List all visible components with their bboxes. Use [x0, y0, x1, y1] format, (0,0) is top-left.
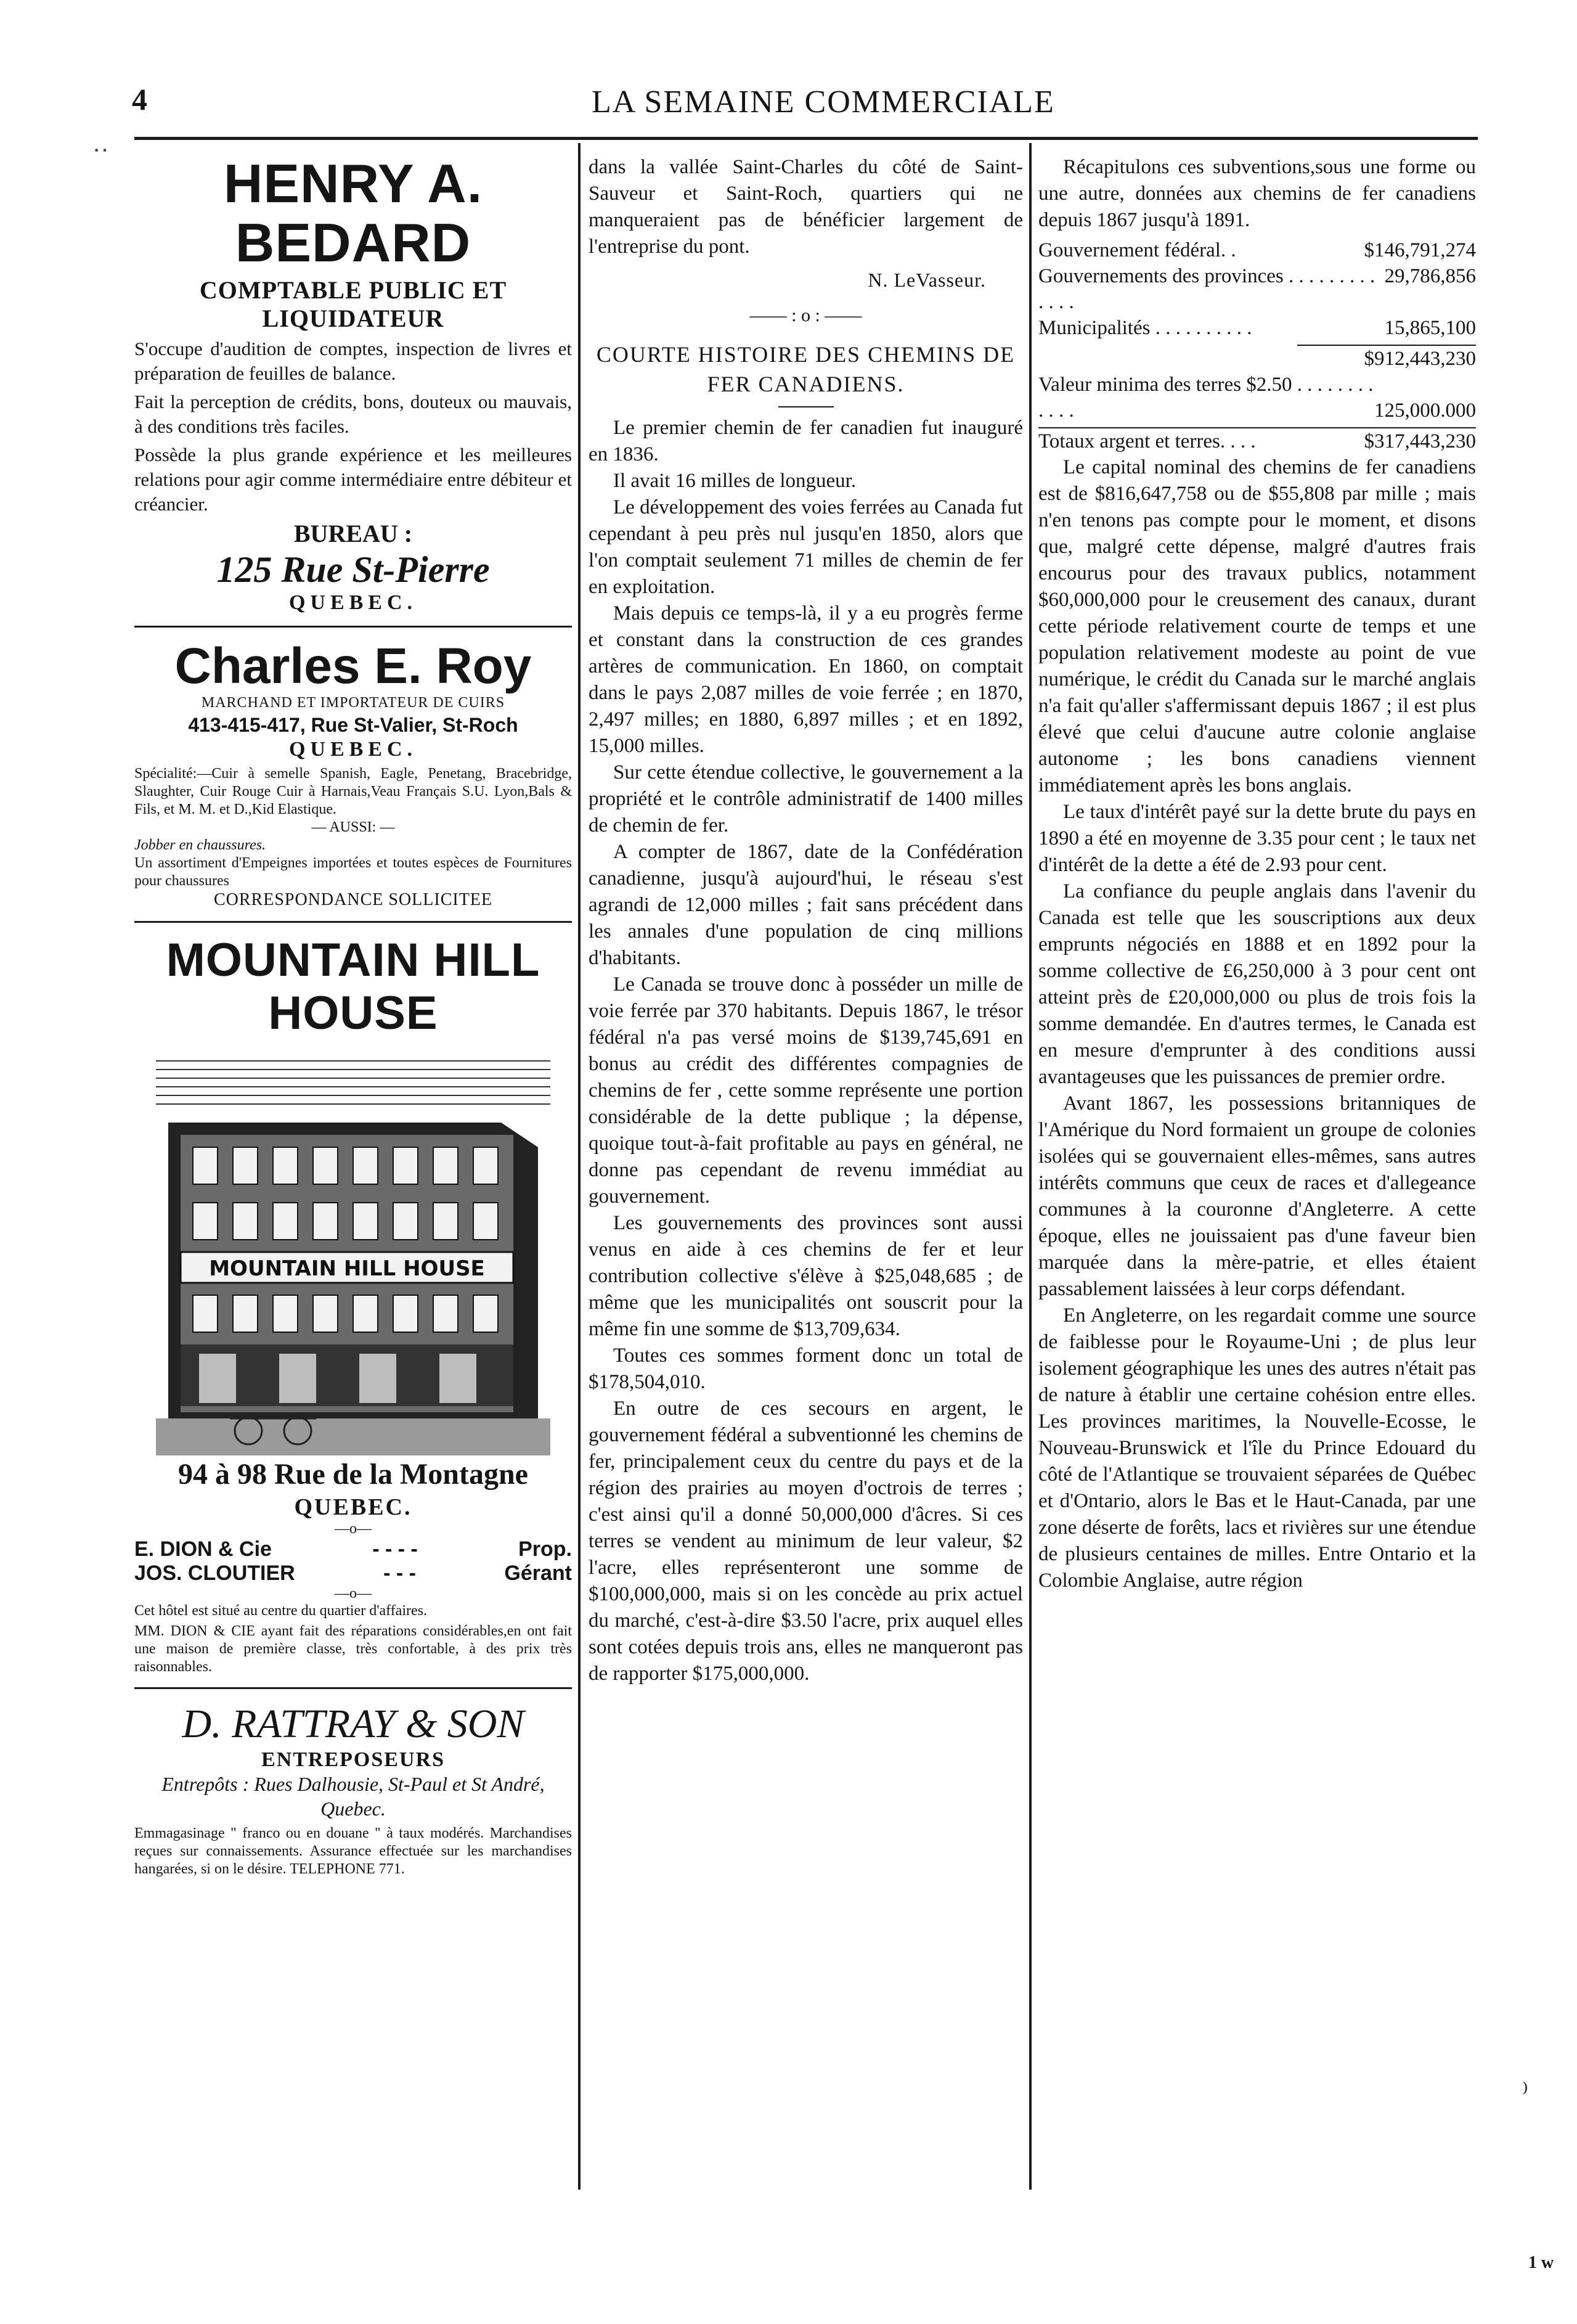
- land-label: Valeur minima des terres $2.50 . . . . . . . . . . . .: [1038, 374, 1374, 422]
- ledger-label: Municipalités . . . . . . . . . .: [1038, 317, 1252, 339]
- ad-roy-address: 413-415-417, Rue St-Valier, St-Roch: [188, 714, 518, 736]
- article-paragraph: Mais depuis ce temps-là, il y a eu progrès ferme et constant dans la construction de ces grandes artères de communication. En 1860, on comptait dans le pays 2,087 milles de voie ferrée ; en 1870, 2,497 milles; en 1880, 6,897 milles ; et en 1892, 15,000 milles.: [589, 602, 1023, 757]
- ad-roy-city: QUEBEC.: [288, 738, 418, 761]
- ledger-label: Gouvernements des provinces . . . . . . . . . . . . .: [1038, 265, 1375, 313]
- article-paragraph: Le développement des voies ferrées au Canada fut cependant à peu près nul jusqu'en 1850, alors que l'on comptait seulement 71 milles de chemin de fer en exploitation.: [589, 496, 1023, 598]
- ad-bedard-p2: Fait la perception de crédits, bons, douteux ou mauvais, à des conditions très faciles.: [134, 391, 572, 437]
- land-value: 125,000.000: [1374, 399, 1476, 422]
- ad-roy-jobber: Jobber en chaussures.: [134, 837, 266, 853]
- article-paragraph: Il avait 16 milles de longueur.: [613, 470, 857, 492]
- heading-rule: [778, 406, 834, 407]
- ad-separator: [134, 626, 572, 628]
- article-paragraph: Le Canada se trouve donc à posséder un mille de voie ferrée par 370 habitants. Depuis 1867, le trésor fédéral n'a pas versé moins de $139,745,691 en bonus au crédit des différentes compagnies de chemins de fer , cette somme représente une portion considérable de la dette publique ; la dépense, quoique tout-à-fait profitable au pays en général, ne donne pas cependant de revenu immédiat au gouvernement.: [589, 973, 1023, 1208]
- article-paragraph: En Angleterre, on les regardait comme une source de faiblesse pour le Royaume-Uni ; de plus leur isolement géographique les unes des autres n'était pas de nature à établir une certaine cohésion entre elles. Les provinces maritimes, la Nouvelle-Ecosse, le Nouveau-Brunswick et l'île du Prince Edouard du côté de l'Atlantique se trouvaient séparées de Québec et d'Ontario, alors le Bas et le Haut-Canada, par une zone déserte de forêts, lacs et rivières sur une étendue de plusieurs centaines de milles. Entre Ontario et la Colombie Anglaise, autre région: [1038, 1304, 1476, 1592]
- hotel-sign-text: MOUNTAIN HILL HOUSE: [209, 1256, 485, 1281]
- ad-rattray-title: ENTREPOSEURS: [261, 1748, 445, 1771]
- ad-bedard-p1: S'occupe d'audition de comptes, inspection de livres et préparation de feuilles de balance.: [134, 338, 572, 384]
- ledger-label: Gouvernement fédéral. .: [1038, 239, 1236, 261]
- ad-rattray-entrepots: Entrepôts : Rues Dalhousie, St-Paul et St André, Quebec.: [161, 1773, 545, 1820]
- proprietor-name: E. DION & Cie: [134, 1537, 272, 1561]
- running-title: LA SEMAINE COMMERCIALE: [592, 84, 1055, 120]
- page-number: 4: [132, 82, 147, 117]
- ledger-subtotal: [1038, 346, 1476, 372]
- left-column-ads: [134, 154, 572, 1878]
- ad-mountain-hill-name: MOUNTAIN HILL HOUSE: [166, 934, 540, 1039]
- ad-mountain-hill-note2: MM. DION & CIE ayant fait des réparations considérables,en ont fait une maison de première classe, très confortable, à des prix très raisonnables.: [134, 1623, 572, 1675]
- ad-mountain-hill-note1: Cet hôtel est situé au centre du quartier d'affaires.: [134, 1603, 428, 1619]
- article-paragraph: Toutes ces sommes forment donc un total de $178,504,010.: [589, 1344, 1023, 1393]
- article-paragraph: Avant 1867, les possessions britanniques de l'Amérique du Nord formaient un groupe de colonies isolées qui se gouvernaient elles-mêmes, sans autres intérêts communs que ceux de races et d'allegeance communes à la couronne d'Angleterre. A cette époque, elles ne jouissaient pas d'une faveur bien marquée dans la mère-patrie, et elles étaient passablement laissées à leur corps défendant.: [1038, 1092, 1476, 1300]
- subsidy-ledger: [1038, 237, 1476, 454]
- manager-name: JOS. CLOUTIER: [134, 1561, 295, 1585]
- ad-bedard: [134, 154, 572, 615]
- ad-bedard-city: QUEBEC.: [288, 591, 418, 614]
- ad-bedard-bureau: BUREAU :: [293, 520, 413, 547]
- article-paragraph: Sur cette étendue collective, le gouvernement a la propriété et le contrôle administratif de 1400 milles de chemin de fer.: [589, 761, 1023, 837]
- margin-mark: ⁾: [1522, 2078, 1528, 2106]
- column-rule-2: [1029, 143, 1032, 2190]
- ad-roy-aussi: — AUSSI: —: [311, 819, 395, 835]
- ad-rattray-name: D. RATTRAY & SON: [182, 1701, 524, 1746]
- proprietor-role: Prop.: [518, 1537, 572, 1561]
- ledger-land: [1038, 372, 1476, 423]
- total-label: Totaux argent et terres. . . .: [1038, 430, 1256, 452]
- column-rule-1: [578, 143, 581, 2190]
- article-paragraph: La confiance du peuple anglais dans l'avenir du Canada est telle que les souscriptions aux deux emprunts négociés en 1888 et en 1892 pour la somme collective de £6,250,000 à 3 pour cent ont atteint près de £20,000,000 ou plus de trois fois la somme demandée. En d'autres termes, le Canada est en mesure d'emprunter à des conditions aussi avantageuses que les puissances de premier ordre.: [1038, 880, 1476, 1088]
- manager-dashes: - - -: [383, 1561, 416, 1585]
- ad-separator: [134, 921, 572, 923]
- ad-roy-correspondence: CORRESPONDANCE SOLLICITEE: [213, 890, 492, 909]
- section-divider: —— : o : ——: [749, 305, 862, 325]
- article-paragraph: Les gouvernements des provinces sont aussi venus en aide à ces chemins de fer et leur contribution collective s'élève à $25,048,685 ; de même que les municipalités ont souscrit pour la même fin une somme de $13,709,634.: [589, 1212, 1023, 1340]
- ad-mountain-hill-address: 94 à 98 Rue de la Montagne: [178, 1458, 528, 1491]
- ad-bedard-title: COMPTABLE PUBLIC ET LIQUIDATEUR: [199, 276, 507, 332]
- article-paragraph: A compter de 1867, date de la Confédération canadienne, jusqu'à aujourd'hui, le réseau s'est agrandi de 12,000 milles ; fait sans précédent dans les annales d'une population de cinq millions d'habitants.: [589, 841, 1023, 969]
- ad-mountain-hill: [134, 934, 572, 1676]
- header-rule: [134, 137, 1478, 140]
- margin-dots: ··: [92, 136, 109, 164]
- article-paragraph: En outre de ces secours en argent, le gouvernement fédéral a subventionné les chemins de fer, principalement ceux du centre du pays et de la région des prairies au moyen d'octrois de terres ; c'est ainsi qu'il a donné 50,000,000 d'âcres. Si ces terres se vendent au minimum de leur valeur, $2 l'acre, elles représenteront une somme de $100,000,000, mais si on les concède au prix actuel du marché, c'est-à-dire $3.50 l'acre, prix auquel elles sont cotées depuis trois ans, elles ne manqueront pas de rapporter $175,000,000.: [589, 1397, 1023, 1685]
- ledger-row: [1038, 263, 1476, 315]
- right-column: [1038, 154, 1476, 1594]
- ledger-row: [1038, 315, 1476, 341]
- ad-roy-name: Charles E. Roy: [174, 638, 532, 694]
- ad-bedard-p3: Possède la plus grande expérience et les meilleures relations pour agir comme intermédiaire entre débiteur et créancier.: [134, 444, 572, 515]
- article-paragraph: Le taux d'intérêt payé sur la dette brute du pays en 1890 a été en moyenne de 3.35 pour cent ; le taux net d'intérêt de la dette a été de 2.93 pour cent.: [1038, 801, 1476, 876]
- ad-rattray: [134, 1700, 572, 1878]
- ledger-value: 29,786,856: [1384, 265, 1476, 287]
- article-paragraph: Le capital nominal des chemins de fer canadiens est de $816,647,758 ou de $55,808 par mille ; mais n'en tenons pas compte pour le moment, et disons que, malgré cette dépense, malgré d'autres frais encourus pour des travaux publics, notamment $60,000,000 pour le creusement des canaux, durant cette période relativement courte de temps et une population relativement modeste au point de vue numérique, le crédit du Canada sur le marché anglais n'a fait qu'aller s'affermissant depuis 1867 ; il est plus élevé que celui d'aucune autre colonie anglaise autonome ; les bons canadiens viennent immédiatement après les bons anglais.: [1038, 456, 1476, 796]
- ad-roy-assortment: Un assortiment d'Empeignes importées et toutes espèces de Fournitures pour chaussures: [134, 855, 572, 889]
- article-heading: COURTE HISTOIRE DES CHEMINS DE FER CANADIENS.: [596, 342, 1016, 396]
- ad-mountain-hill-proprietor: [134, 1537, 572, 1561]
- ad-separator: [134, 1687, 572, 1689]
- total-value: $317,443,230: [1364, 430, 1476, 452]
- recap-intro: Récapitulons ces subventions,sous une forme ou une autre, données aux chemins de fer canadiens depuis 1867 jusqu'à 1891.: [1038, 156, 1476, 231]
- article-paragraph: Le premier chemin de fer canadien fut inauguré en 1836.: [589, 417, 1023, 465]
- ledger-value: $146,791,274: [1364, 239, 1476, 261]
- article-continuation: dans la vallée Saint-Charles du côté de Saint-Sauveur et Saint-Roch, quartiers qui ne manqueraient pas de bénéficier largement de l'entreprise du pont.: [589, 156, 1023, 258]
- manager-role: Gérant: [504, 1561, 572, 1585]
- ad-roy: [134, 639, 572, 910]
- ledger-value: 15,865,100: [1384, 317, 1476, 339]
- ad-mountain-hill-city: QUEBEC.: [294, 1494, 412, 1520]
- subtotal-value: $912,443,230: [1364, 348, 1476, 370]
- ad-roy-title: MARCHAND ET IMPORTATEUR DE CUIRS: [201, 695, 505, 711]
- ad-roy-specialite: Spécialité:—Cuir à semelle Spanish, Eagle, Penetang, Bracebridge, Slaughter, Cuir Rouge Cuir à Harnais,Veau Français S.U. Lyon,Bals & Fils, et M. M. et D.,Kid Elastique.: [134, 766, 572, 817]
- ad-mountain-hill-dash: —o—: [335, 1521, 372, 1537]
- ad-bedard-name: HENRY A. BEDARD: [223, 153, 483, 273]
- ledger-row: [1038, 237, 1476, 263]
- ad-bedard-address: 125 Rue St-Pierre: [216, 549, 490, 590]
- article-signature: N. LeVasseur.: [868, 269, 986, 291]
- proprietor-dashes: - - - -: [372, 1537, 418, 1561]
- corner-mark: 1 w: [1528, 2253, 1554, 2272]
- middle-column: [589, 154, 1023, 1687]
- hotel-engraving: [156, 1049, 550, 1455]
- ad-mountain-hill-dash-2: —o—: [335, 1585, 372, 1602]
- ad-mountain-hill-manager: [134, 1561, 572, 1585]
- ledger-total: [1038, 428, 1476, 454]
- ad-rattray-body: Emmagasinage " franco ou en douane " à taux modérés. Marchandises reçues sur connaissements. Assurance effectuée sur les marchandises hangarées, si on le désire. TELEPHONE 771.: [134, 1825, 572, 1877]
